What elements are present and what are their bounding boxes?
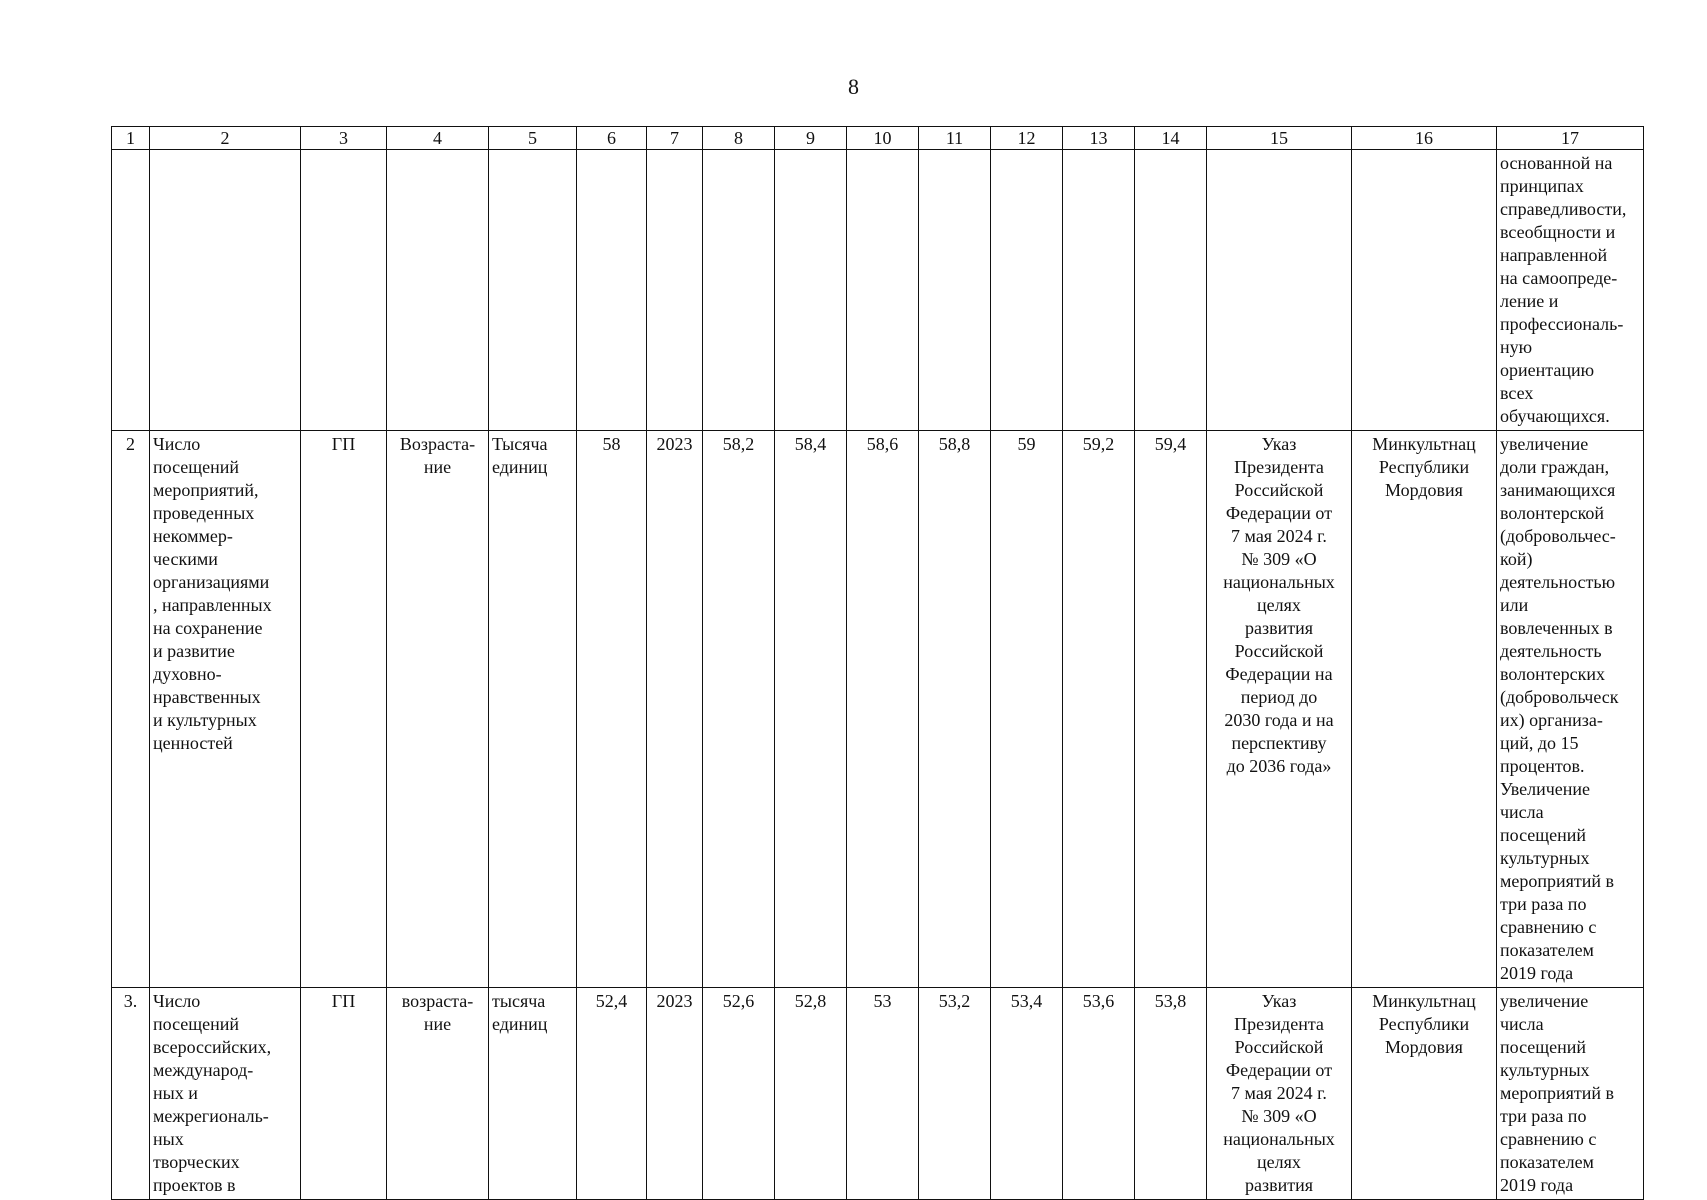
col-header-13: 13 xyxy=(1063,127,1135,150)
base-value: 58 xyxy=(577,431,647,988)
indicator-name: Число посещений всероссийских, международ- ных и межрегиональ- ных творческих проектов в xyxy=(150,988,301,1200)
col-header-6: 6 xyxy=(577,127,647,150)
value-col-9: 52,8 xyxy=(775,988,847,1200)
indicator-trend: Возраста- ние xyxy=(387,431,489,988)
col-header-14: 14 xyxy=(1135,127,1207,150)
value-col-13: 59,2 xyxy=(1063,431,1135,988)
col-header-16: 16 xyxy=(1352,127,1497,150)
indicator-name: Число посещений мероприятий, проведенных некоммер- ческими организациями , направленных на сохранение и развитие духовно- нравственных и культурных ценностей xyxy=(150,431,301,988)
value-col-14: 59,4 xyxy=(1135,431,1207,988)
col-header-17: 17 xyxy=(1497,127,1644,150)
col-header-8: 8 xyxy=(703,127,775,150)
value-col-8: 52,6 xyxy=(703,988,775,1200)
row-number: 3. xyxy=(112,988,150,1200)
unit-of-measure: Тысяча единиц xyxy=(489,431,577,988)
indicator-trend: возраста- ние xyxy=(387,988,489,1200)
national-goal: увеличение доли граждан, занимающихся волонтерской (добровольчес- кой) деятельностью или вовлеченных в деятельность волонтерских (добровольческ их) организа- ций, до 15 процентов. Увеличение числа посещений культурных мероприятий в три раза по сравнению с показателем 2019 года xyxy=(1497,431,1644,988)
page-number: 8 xyxy=(848,74,859,99)
indicator-level: ГП xyxy=(301,988,387,1200)
table-row xyxy=(112,988,1644,1200)
value-col-12: 59 xyxy=(991,431,1063,988)
col-header-3: 3 xyxy=(301,127,387,150)
table-row xyxy=(112,431,1644,988)
base-value: 52,4 xyxy=(577,988,647,1200)
col-header-7: 7 xyxy=(647,127,703,150)
goal-text-continued: основанной на принципах справедливости, всеобщности и направленной на самоопреде- ление и профессиональ- ную ориентацию всех обучающихся. xyxy=(1497,150,1644,431)
value-col-11: 53,2 xyxy=(919,988,991,1200)
column-number-row xyxy=(112,127,1644,150)
col-header-12: 12 xyxy=(991,127,1063,150)
col-header-5: 5 xyxy=(489,127,577,150)
legal-document: Указ Президента Российской Федерации от 7 мая 2024 г. № 309 «О национальных целях развития xyxy=(1207,988,1352,1200)
unit-of-measure: тысяча единиц xyxy=(489,988,577,1200)
value-col-12: 53,4 xyxy=(991,988,1063,1200)
indicator-level: ГП xyxy=(301,431,387,988)
value-col-8: 58,2 xyxy=(703,431,775,988)
col-header-9: 9 xyxy=(775,127,847,150)
responsible-body: Минкультнац Республики Мордовия xyxy=(1352,431,1497,988)
col-header-2: 2 xyxy=(150,127,301,150)
legal-document: Указ Президента Российской Федерации от 7 мая 2024 г. № 309 «О национальных целях развития Российской Федерации на период до 2030 года и на перспективу до 2036 года» xyxy=(1207,431,1352,988)
col-header-1: 1 xyxy=(112,127,150,150)
national-goal: увеличение числа посещений культурных мероприятий в три раза по сравнению с показателем 2019 года xyxy=(1497,988,1644,1200)
responsible-body: Минкультнац Республики Мордовия xyxy=(1352,988,1497,1200)
value-col-9: 58,4 xyxy=(775,431,847,988)
col-header-15: 15 xyxy=(1207,127,1352,150)
col-header-11: 11 xyxy=(919,127,991,150)
base-year: 2023 xyxy=(647,431,703,988)
value-col-14: 53,8 xyxy=(1135,988,1207,1200)
value-col-10: 53 xyxy=(847,988,919,1200)
base-year: 2023 xyxy=(647,988,703,1200)
col-header-4: 4 xyxy=(387,127,489,150)
value-col-10: 58,6 xyxy=(847,431,919,988)
value-col-13: 53,6 xyxy=(1063,988,1135,1200)
value-col-11: 58,8 xyxy=(919,431,991,988)
col-header-10: 10 xyxy=(847,127,919,150)
table-row-continued xyxy=(112,150,1644,431)
row-number: 2 xyxy=(112,431,150,988)
indicators-table xyxy=(111,126,1644,1200)
